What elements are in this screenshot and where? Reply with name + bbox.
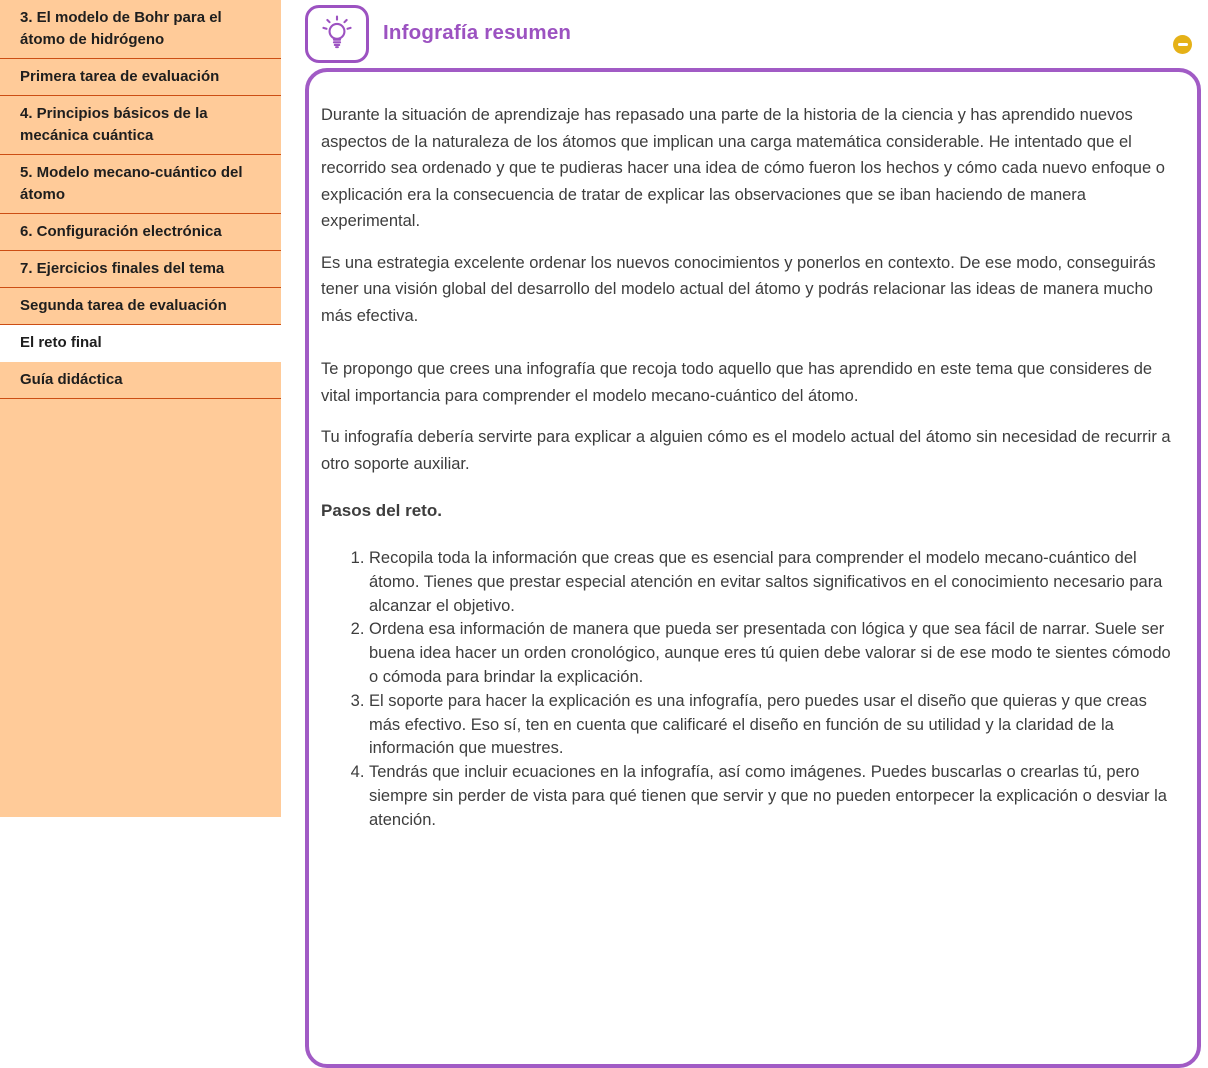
sidebar-item-guia-didactica[interactable]: Guía didáctica	[0, 362, 281, 399]
step-item-1: 1. Recopila toda la información que creas que es esencial para comprender el modelo mecano-cuántico del átomo. Tienes que prestar especial atención en evitar saltos significativos en el conocimiento necesario para alcanzar el objetivo.	[369, 547, 1177, 618]
sidebar-item-ejercicios-finales[interactable]: 7. Ejercicios finales del tema	[0, 251, 281, 288]
main-content	[281, 0, 1208, 829]
step-item-2: 2. Ordena esa información de manera que pueda ser presentada con lógica y que sea fácil de narrar. Suele ser buena idea hacer un orden cronológico, aunque eres tú quien debe valorar si de ese modo te sientes cómodo o cómoda para brindar la explicación.	[369, 618, 1177, 689]
paragraph-strategy: Es una estrategia excelente ordenar los nuevos conocimientos y ponerlos en contexto. De ese modo, conseguirás tener una visión global del desarrollo del modelo actual del átomo y podrás relacionar las ideas de manera mucho más efectiva.	[321, 253, 1156, 325]
sidebar-item-el-reto-final[interactable]: El reto final	[0, 325, 281, 361]
step-item-4: 4. Tendrás que incluir ecuaciones en la infografía, así como imágenes. Puedes buscarlas o crearlas tú, pero siempre sin perder de vista para qué tienen que servir y que no pueden entorpecer la explicación o desviar la atención.	[369, 761, 1177, 832]
sidebar-item-primera-tarea[interactable]: Primera tarea de evaluación	[0, 59, 281, 96]
section-header	[305, 0, 1201, 63]
sidebar-item-modelo-mecano-cuantico[interactable]: 5. Modelo mecano-cuántico del átomo	[0, 155, 281, 214]
course-sidebar	[0, 0, 281, 817]
minus-icon	[1178, 43, 1188, 46]
steps-heading: Pasos del reto.	[321, 501, 442, 520]
collapse-section-button[interactable]	[1173, 35, 1192, 54]
challenge-steps-list	[321, 547, 1177, 833]
paragraph-proposal: Te propongo que crees una infografía que recoja todo aquello que has aprendido en este tema que consideres de vital importancia para comprender el modelo mecano-cuántico del átomo.	[321, 360, 1153, 405]
sidebar-item-principios-basicos[interactable]: 4. Principios básicos de la mecánica cuántica	[0, 96, 281, 155]
paragraph-purpose: Tu infografía debería servirte para explicar a alguien cómo es el modelo actual del átomo sin necesidad de recurrir a otro soporte auxiliar.	[321, 428, 1171, 473]
paragraph-intro: Durante la situación de aprendizaje has repasado una parte de la historia de la ciencia y has aprendido nuevos aspectos de la naturaleza de los átomos que implican una carga matemática considerable. He intentado que el recorrido sea ordenado y que te pudieras hacer una idea de cómo fueron los hechos y cómo cada nuevo enfoque o explicación era la consecuencia de tratar de explicar las observaciones que se iban haciendo de manera experimental.	[321, 106, 1165, 230]
lightbulb-icon	[305, 5, 369, 63]
sidebar-item-configuracion-electronica[interactable]: 6. Configuración electrónica	[0, 214, 281, 251]
page-title: Infografía resumen	[383, 21, 572, 44]
challenge-description-box	[305, 68, 1201, 1068]
sidebar-item-bohr-model[interactable]: 3. El modelo de Bohr para el átomo de hidrógeno	[0, 0, 281, 59]
sidebar-item-segunda-tarea[interactable]: Segunda tarea de evaluación	[0, 288, 281, 325]
step-item-3: 3. El soporte para hacer la explicación es una infografía, pero puedes usar el diseño que quieras y que creas más efectivo. Eso sí, ten en cuenta que calificaré el diseño en función de su utilidad y la claridad de la información que muestres.	[369, 690, 1177, 761]
